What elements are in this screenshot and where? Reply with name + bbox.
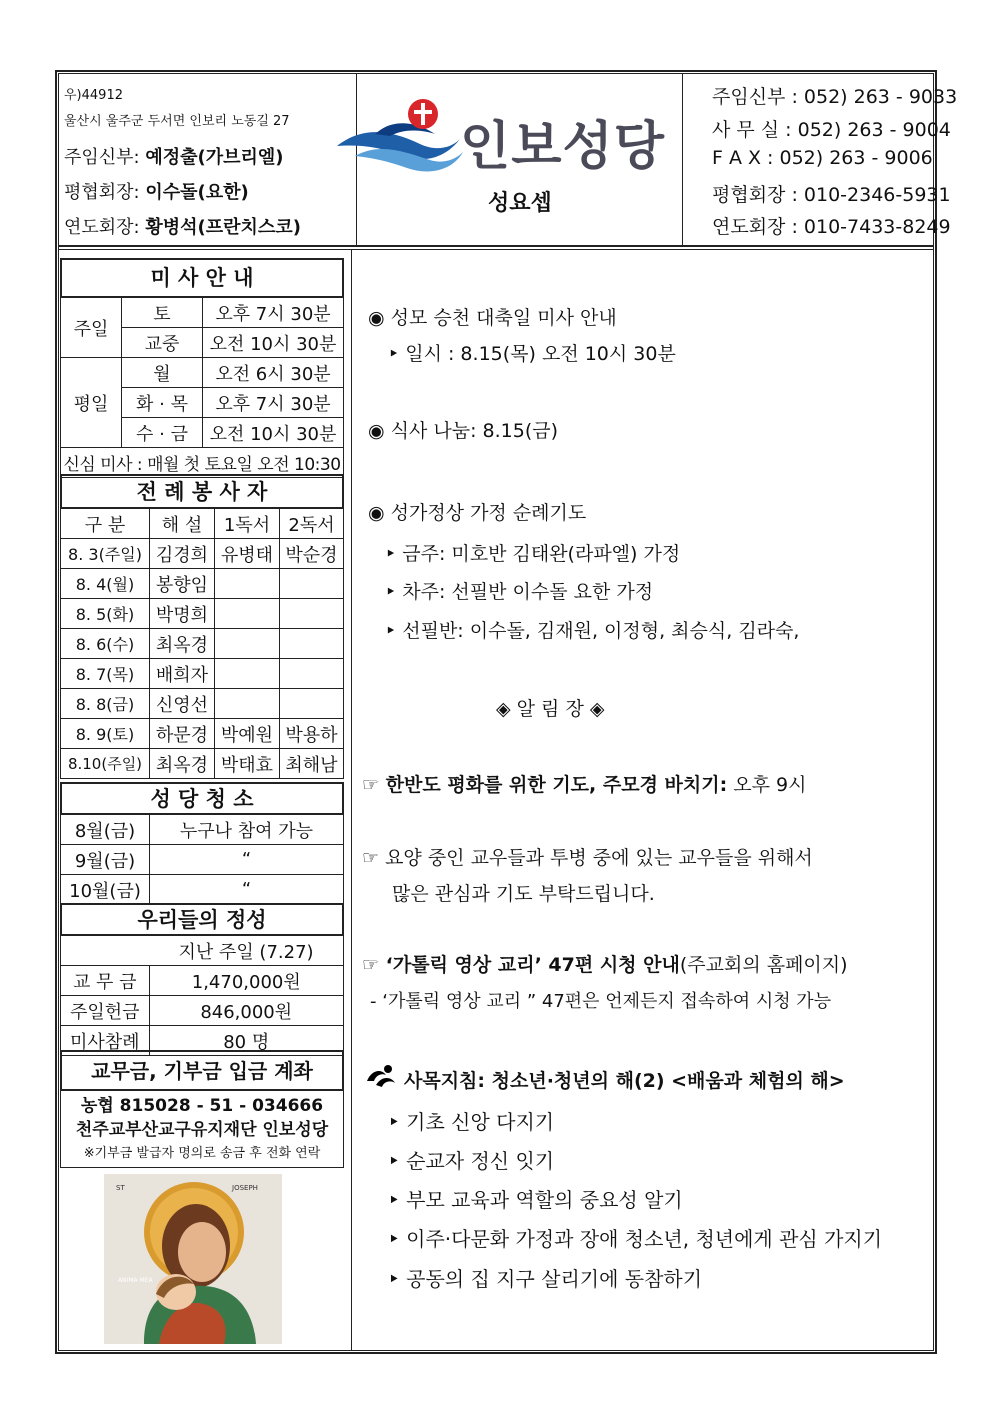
- pastoral-item: ‣ 순교자 정신 잇기: [388, 1149, 555, 1173]
- server-commentator: 신영선: [150, 689, 215, 719]
- notice-sick-prayer-line1: ☞ 요양 중인 교우들과 투병 중에 있는 교우들을 위해서: [362, 847, 813, 869]
- server-reader1: 박태효: [215, 749, 280, 779]
- server-commentator: 김경희: [150, 539, 215, 569]
- server-reader2: [280, 599, 344, 629]
- pastoral-swirl-icon: [364, 1063, 398, 1089]
- offering-table: [60, 935, 344, 1056]
- mass-day: 토: [122, 298, 203, 328]
- table-row: [61, 875, 344, 905]
- table-row: [61, 996, 344, 1026]
- cleaning-value: “: [150, 845, 344, 875]
- server-commentator: 봉향임: [150, 569, 215, 599]
- account-box: [60, 1090, 344, 1168]
- mass-time: 오후 7시 30분: [203, 298, 344, 328]
- peace-prayer-time: 오후 9시: [727, 774, 807, 796]
- servers-header: 2독서: [280, 509, 344, 539]
- church-address: 울산시 울주군 두서면 인보리 노동길 27: [64, 114, 290, 129]
- table-row: [61, 569, 344, 599]
- table-row: [61, 845, 344, 875]
- mass-time: 오후 7시 30분: [203, 388, 344, 418]
- table-row: [61, 749, 344, 779]
- account-note: ※기부금 발급자 명의로 송금 후 전화 연락: [83, 1146, 321, 1161]
- table-row: [61, 719, 344, 749]
- offering-title: 우리들의 정성: [60, 903, 344, 936]
- server-reader2: 박순경: [280, 539, 344, 569]
- table-row: [61, 599, 344, 629]
- server-reader1: 유병태: [215, 539, 280, 569]
- offering-label: 주일헌금: [61, 996, 150, 1026]
- table-row: [61, 815, 344, 845]
- mass-time: 오전 10시 30분: [203, 328, 344, 358]
- offering-blank: [61, 936, 150, 966]
- table-row: [61, 659, 344, 689]
- mass-table: [60, 297, 344, 478]
- pastoral-item: ‣ 이주·다문화 가정과 장애 청소년, 청년에게 관심 가지기: [388, 1227, 883, 1251]
- notice-catechism: [362, 950, 848, 977]
- table-row: [61, 936, 344, 966]
- server-date: 8. 9(토): [61, 719, 150, 749]
- server-reader2: 최해남: [280, 749, 344, 779]
- mass-time: 오전 10시 30분: [203, 418, 344, 448]
- pastor-line: [64, 143, 284, 169]
- servers-header: 해 설: [150, 509, 215, 539]
- server-reader1: [215, 659, 280, 689]
- server-commentator: 배희자: [150, 659, 215, 689]
- offering-period: 지난 주일 (7.27): [149, 936, 344, 966]
- account-number: 농협 815028 - 51 - 034666: [80, 1096, 324, 1116]
- phone-council: 평협회장 : 010-2346-5931: [712, 184, 951, 206]
- server-date: 8. 4(월): [61, 569, 150, 599]
- bulletin-subtitle: 성요셉: [488, 191, 552, 216]
- mass-day: 교중: [122, 328, 203, 358]
- header-col-divider-right: [682, 73, 683, 245]
- icon-label-left: ST: [116, 1184, 125, 1192]
- pastor-name: 예정출(가브리엘): [145, 147, 284, 168]
- server-date: 8. 5(화): [61, 599, 150, 629]
- mass-day: 화 · 목: [122, 388, 203, 418]
- council-line: [64, 178, 249, 204]
- cleaning-table: [60, 814, 344, 905]
- sunday-label: 주일: [61, 298, 122, 358]
- server-reader1: 박예원: [215, 719, 280, 749]
- catechism-title: ☞ ‘가톨릭 영상 교리’ 47편 시청 안내: [362, 954, 680, 976]
- legion-line: [64, 213, 301, 239]
- server-reader2: 박용하: [280, 719, 344, 749]
- catechism-source: (주교회의 홈페이지): [679, 954, 848, 976]
- pastor-label: 주임신부:: [64, 147, 140, 168]
- server-reader2: [280, 659, 344, 689]
- notice-assumption-title: ◉ 성모 승천 대축일 미사 안내: [368, 307, 617, 329]
- saint-joseph-icon: [104, 1174, 282, 1344]
- server-reader1: [215, 629, 280, 659]
- server-commentator: 하문경: [150, 719, 215, 749]
- weekday-label: 평일: [61, 358, 122, 448]
- mass-day: 월: [122, 358, 203, 388]
- legion-name: 황병석(프란치스코): [145, 217, 301, 238]
- offering-label: 교 무 금: [61, 966, 150, 996]
- council-name: 이수돌(요한): [145, 182, 249, 203]
- pastoral-item: ‣ 부모 교육과 역할의 중요성 알기: [388, 1188, 683, 1212]
- pastoral-item: ‣ 공동의 집 지구 살리기에 동참하기: [388, 1267, 703, 1291]
- server-reader2: [280, 689, 344, 719]
- server-date: 8. 3(주일): [61, 539, 150, 569]
- servers-header: 구 분: [61, 509, 150, 539]
- servers-title: 전 례 봉 사 자: [60, 474, 344, 509]
- pilgrimage-item: ‣ 금주: 미호반 김태완(라파엘) 가정: [385, 543, 681, 565]
- icon-label-right: JOSEPH: [232, 1184, 258, 1192]
- notice-peace-prayer: [362, 770, 806, 797]
- mass-day: 수 · 금: [122, 418, 203, 448]
- servers-table: [60, 508, 344, 779]
- notice-pilgrimage-title: ◉ 성가정상 가정 순례기도: [368, 502, 587, 524]
- offering-label: 미사참례: [61, 1026, 150, 1056]
- pilgrimage-item: ‣ 차주: 선필반 이수돌 요한 가정: [385, 581, 654, 603]
- offering-amount: 80 명: [149, 1026, 344, 1056]
- table-row: [61, 509, 344, 539]
- server-commentator: 최옥경: [150, 749, 215, 779]
- phone-legion: 연도회장 : 010-7433-8249: [712, 216, 951, 238]
- icon-label-side: ANIMA MEA: [118, 1277, 153, 1284]
- notice-meal-sharing: ◉ 식사 나눔: 8.15(금): [368, 420, 558, 442]
- server-commentator: 최옥경: [150, 629, 215, 659]
- pastoral-item: ‣ 기초 신앙 다지기: [388, 1110, 555, 1134]
- server-reader2: [280, 569, 344, 599]
- server-date: 8. 8(금): [61, 689, 150, 719]
- pastoral-guideline-title: 사목지침: 청소년·청년의 해(2) <배움과 체험의 해>: [404, 1070, 845, 1092]
- header-divider-thin: [58, 249, 934, 250]
- cleaning-month: 10월(금): [61, 875, 150, 905]
- server-reader1: [215, 569, 280, 599]
- mass-time: 오전 6시 30분: [203, 358, 344, 388]
- server-commentator: 박명희: [150, 599, 215, 629]
- server-reader1: [215, 689, 280, 719]
- phone-fax: F A X : 052) 263 - 9006: [712, 147, 933, 169]
- pilgrimage-item: ‣ 선필반: 이수돌, 김재원, 이정형, 최승식, 김라숙,: [385, 620, 800, 642]
- offering-amount: 846,000원: [149, 996, 344, 1026]
- table-row: [61, 689, 344, 719]
- cleaning-value: 누구나 참여 가능: [150, 815, 344, 845]
- cleaning-title: 성 당 청 소: [60, 782, 344, 815]
- church-name: 인보성당: [460, 117, 665, 177]
- phone-pastor: 주임신부 : 052) 263 - 9033: [712, 86, 958, 108]
- account-title: 교무금, 기부금 입금 계좌: [60, 1050, 344, 1091]
- bulletin-board-title: ◈ 알 림 장 ◈: [496, 698, 605, 720]
- postal-code: 우)44912: [64, 88, 123, 103]
- body-col-divider: [351, 249, 352, 1351]
- notice-catechism-detail: - ‘가톨릭 영상 교리 ” 47편은 언제든지 접속하여 시청 가능: [370, 991, 832, 1012]
- notice-assumption-detail: ‣ 일시 : 8.15(목) 오전 10시 30분: [388, 343, 676, 365]
- legion-label: 연도회장:: [64, 217, 140, 238]
- table-row: [61, 629, 344, 659]
- cleaning-value: “: [150, 875, 344, 905]
- header-divider: [58, 245, 934, 247]
- server-reader2: [280, 629, 344, 659]
- mass-title: 미 사 안 내: [60, 258, 344, 298]
- peace-prayer-title: ☞ 한반도 평화를 위한 기도, 주모경 바치기:: [362, 774, 728, 796]
- council-label: 평협회장:: [64, 182, 140, 203]
- server-date: 8. 7(목): [61, 659, 150, 689]
- notice-sick-prayer-line2: 많은 관심과 기도 부탁드립니다.: [392, 883, 655, 905]
- server-date: 8. 6(수): [61, 629, 150, 659]
- cleaning-month: 9월(금): [61, 845, 150, 875]
- table-row: [61, 539, 344, 569]
- special-mass: 신심 미사 : 매월 첫 토요일 오전 10:30: [61, 448, 344, 478]
- phone-office: 사 무 실 : 052) 263 - 9004: [712, 119, 951, 141]
- server-reader1: [215, 599, 280, 629]
- table-row: [61, 966, 344, 996]
- cleaning-month: 8월(금): [61, 815, 150, 845]
- offering-amount: 1,470,000원: [149, 966, 344, 996]
- servers-header: 1독서: [215, 509, 280, 539]
- server-date: 8.10(주일): [61, 749, 150, 779]
- account-holder: 천주교부산교구유지재단 인보성당: [75, 1120, 329, 1140]
